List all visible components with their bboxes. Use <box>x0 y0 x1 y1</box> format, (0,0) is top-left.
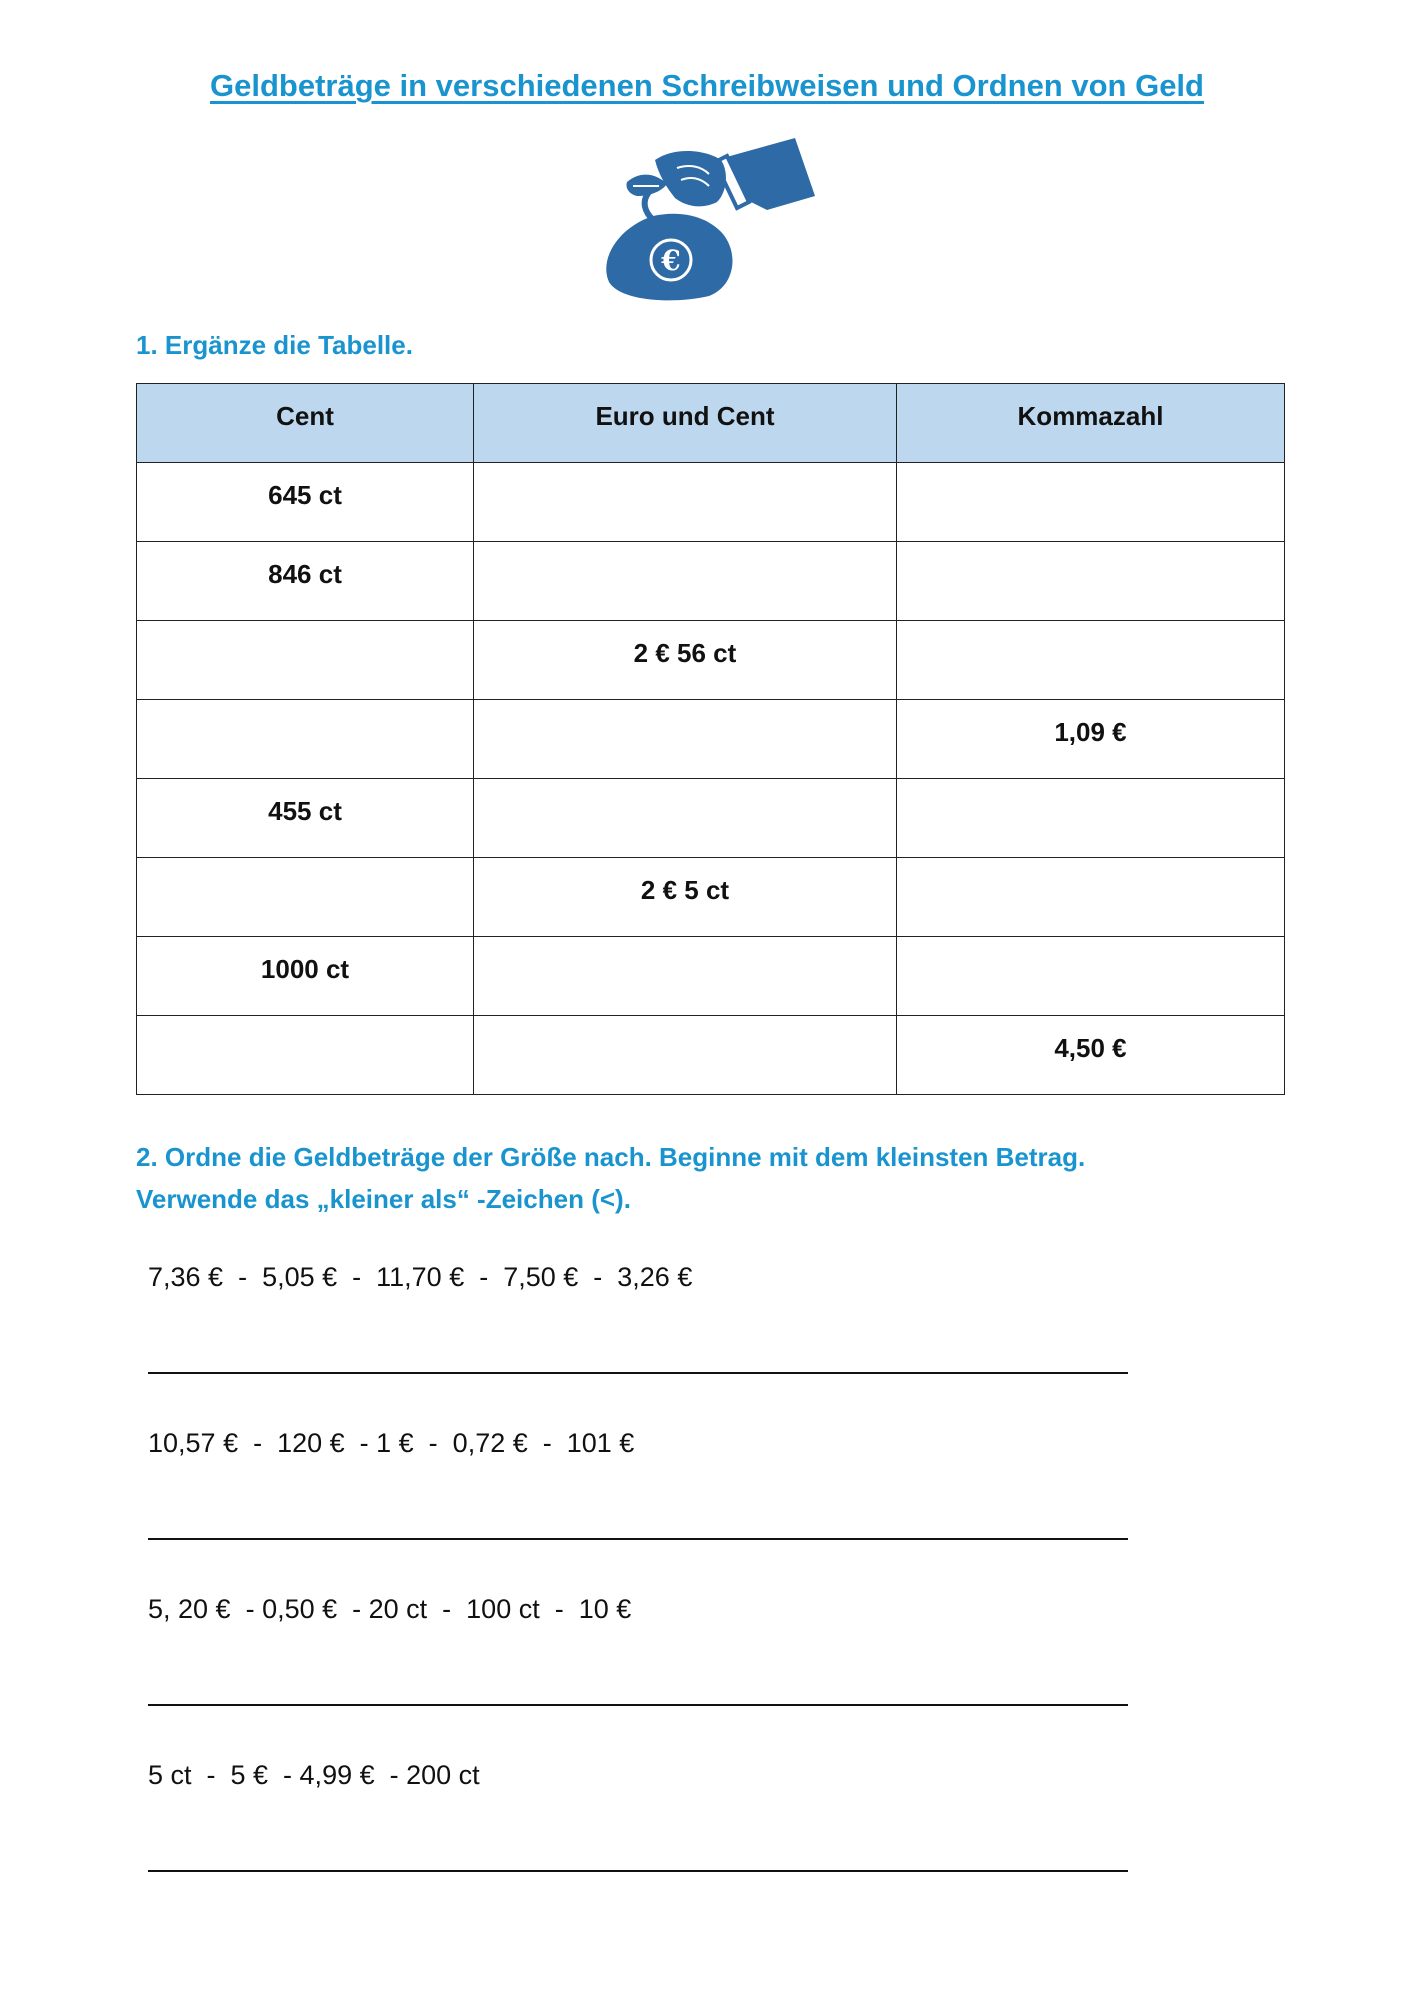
column-header-kommazahl: Kommazahl <box>897 384 1285 463</box>
table-cell[interactable] <box>474 463 897 542</box>
answer-line-4[interactable] <box>148 1870 1128 1872</box>
table-cell[interactable] <box>897 858 1285 937</box>
table-row <box>137 779 1285 858</box>
amounts-list-1: 7,36 € - 5,05 € - 11,70 € - 7,50 € - 3,26 € <box>148 1262 693 1292</box>
table-cell[interactable] <box>897 542 1285 621</box>
money-bag-euro-icon <box>597 136 823 304</box>
table-cell[interactable]: 2 € 56 ct <box>474 621 897 700</box>
amounts-list-4: 5 ct - 5 € - 4,99 € - 200 ct <box>148 1760 480 1790</box>
amounts-list-2: 10,57 € - 120 € - 1 € - 0,72 € - 101 € <box>148 1428 635 1458</box>
amounts-list-3: 5, 20 € - 0,50 € - 20 ct - 100 ct - 10 € <box>148 1594 632 1624</box>
svg-text:€: € <box>661 244 681 277</box>
table-row <box>137 542 1285 621</box>
table-cell[interactable] <box>474 937 897 1016</box>
column-header-euro-und-cent: Euro und Cent <box>474 384 897 463</box>
table-cell[interactable]: 846 ct <box>137 542 474 621</box>
task2-heading <box>136 1136 1085 1220</box>
task1-heading: 1. Ergänze die Tabelle. <box>136 330 413 360</box>
table-cell[interactable] <box>897 621 1285 700</box>
table-cell[interactable] <box>137 700 474 779</box>
table-cell[interactable] <box>897 937 1285 1016</box>
table-cell[interactable]: 4,50 € <box>897 1016 1285 1095</box>
column-header-cent: Cent <box>137 384 474 463</box>
table-cell[interactable] <box>474 542 897 621</box>
table-cell[interactable] <box>897 779 1285 858</box>
table-cell[interactable]: 1,09 € <box>897 700 1285 779</box>
table-cell[interactable] <box>474 700 897 779</box>
table-header-row <box>137 384 1285 463</box>
answer-line-1[interactable] <box>148 1372 1128 1374</box>
table-cell[interactable]: 645 ct <box>137 463 474 542</box>
table-cell[interactable]: 455 ct <box>137 779 474 858</box>
task2-heading-line2: Verwende das „kleiner als“ -Zeichen (<). <box>136 1184 631 1214</box>
answer-line-2[interactable] <box>148 1538 1128 1540</box>
table-cell[interactable]: 1000 ct <box>137 937 474 1016</box>
table-row <box>137 937 1285 1016</box>
table-row <box>137 463 1285 542</box>
table-row <box>137 700 1285 779</box>
page-title: Geldbeträge in verschiedenen Schreibweisen und Ordnen von Geld <box>210 68 1204 103</box>
table-row <box>137 1016 1285 1095</box>
table-cell[interactable] <box>137 1016 474 1095</box>
table-cell[interactable] <box>137 858 474 937</box>
table-cell[interactable] <box>474 779 897 858</box>
task2-heading-line1: 2. Ordne die Geldbeträge der Größe nach. Beginne mit dem kleinsten Betrag. <box>136 1142 1086 1172</box>
table-row <box>137 858 1285 937</box>
table-row <box>137 621 1285 700</box>
table-cell[interactable] <box>474 1016 897 1095</box>
table-cell[interactable] <box>137 621 474 700</box>
answer-line-3[interactable] <box>148 1704 1128 1706</box>
table-cell[interactable]: 2 € 5 ct <box>474 858 897 937</box>
money-table <box>136 383 1285 1095</box>
table-cell[interactable] <box>897 463 1285 542</box>
